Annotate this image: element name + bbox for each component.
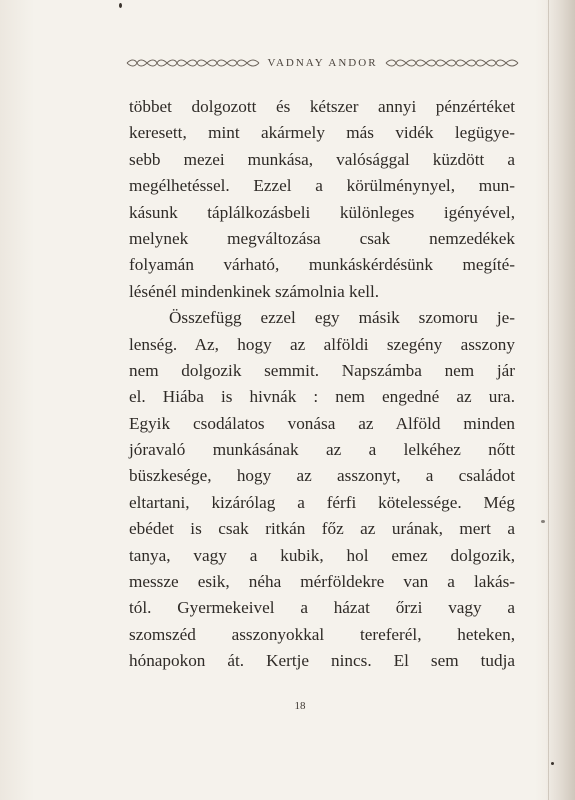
text-line: keresett, mint akármely más vidék legügye- xyxy=(129,123,515,143)
text-line: tól. Gyermekeivel a házat őrzi vagy a xyxy=(129,598,515,618)
text-line: melynek megváltozása csak nemzedékek xyxy=(129,228,515,248)
text-line: messze esik, néha mérföldekre van a lakás- xyxy=(129,572,515,592)
ink-speck xyxy=(551,762,554,765)
text-line: folyamán várható, munkáskérdésünk megíté- xyxy=(129,255,515,275)
text-line: többet dolgozott és kétszer annyi pénzértéket xyxy=(129,97,515,116)
text-line: büszkesége, hogy az asszonyt, a családot xyxy=(129,466,515,486)
body-text xyxy=(129,94,515,675)
text-line: Egyik csodálatos vonása az Alföld minden xyxy=(129,413,515,433)
paragraph-start-line: Összefügg ezzel egy másik szomoru je- xyxy=(169,308,515,328)
text-line: el. Hiába is hivnák : nem engedné az ura. xyxy=(129,387,515,407)
text-line: jóravaló munkásának az a lelkéhez nőtt xyxy=(129,440,515,460)
page-edge-line xyxy=(548,0,549,800)
running-header xyxy=(125,55,520,71)
text-line: kásunk táplálkozásbeli különleges igényével, xyxy=(129,202,515,222)
ink-speck xyxy=(541,520,545,523)
page-number: 18 xyxy=(294,700,306,712)
text-line: lenség. Az, hogy az alföldi szegény asszony xyxy=(129,334,515,354)
text-line: sebb mezei munkása, valósággal küzdött a xyxy=(129,149,515,169)
ink-speck xyxy=(119,3,122,8)
running-title: VADNAY ANDOR xyxy=(267,57,378,69)
right-ornament-icon xyxy=(384,58,520,68)
page-edge-shadow xyxy=(545,0,575,800)
text-line: eltartani, kizárólag a férfi kötelessége. Még xyxy=(129,492,515,512)
text-line: ebédet is csak ritkán főz az urának, mert a xyxy=(129,519,515,539)
text-line: megélhetéssel. Ezzel a körülménynyel, mun- xyxy=(129,176,515,196)
text-line: tanya, vagy a kubik, hol emez dolgozik, xyxy=(129,545,515,565)
left-ornament-icon xyxy=(125,58,261,68)
text-line: hónapokon át. Kertje nincs. El sem tudja xyxy=(129,651,515,671)
text-line: nem dolgozik semmit. Napszámba nem jár xyxy=(129,360,515,380)
text-line: szomszéd asszonyokkal tereferél, heteken, xyxy=(129,624,515,644)
paragraph-end-line: lésénél mindenkinek számolnia kell. xyxy=(129,281,380,301)
